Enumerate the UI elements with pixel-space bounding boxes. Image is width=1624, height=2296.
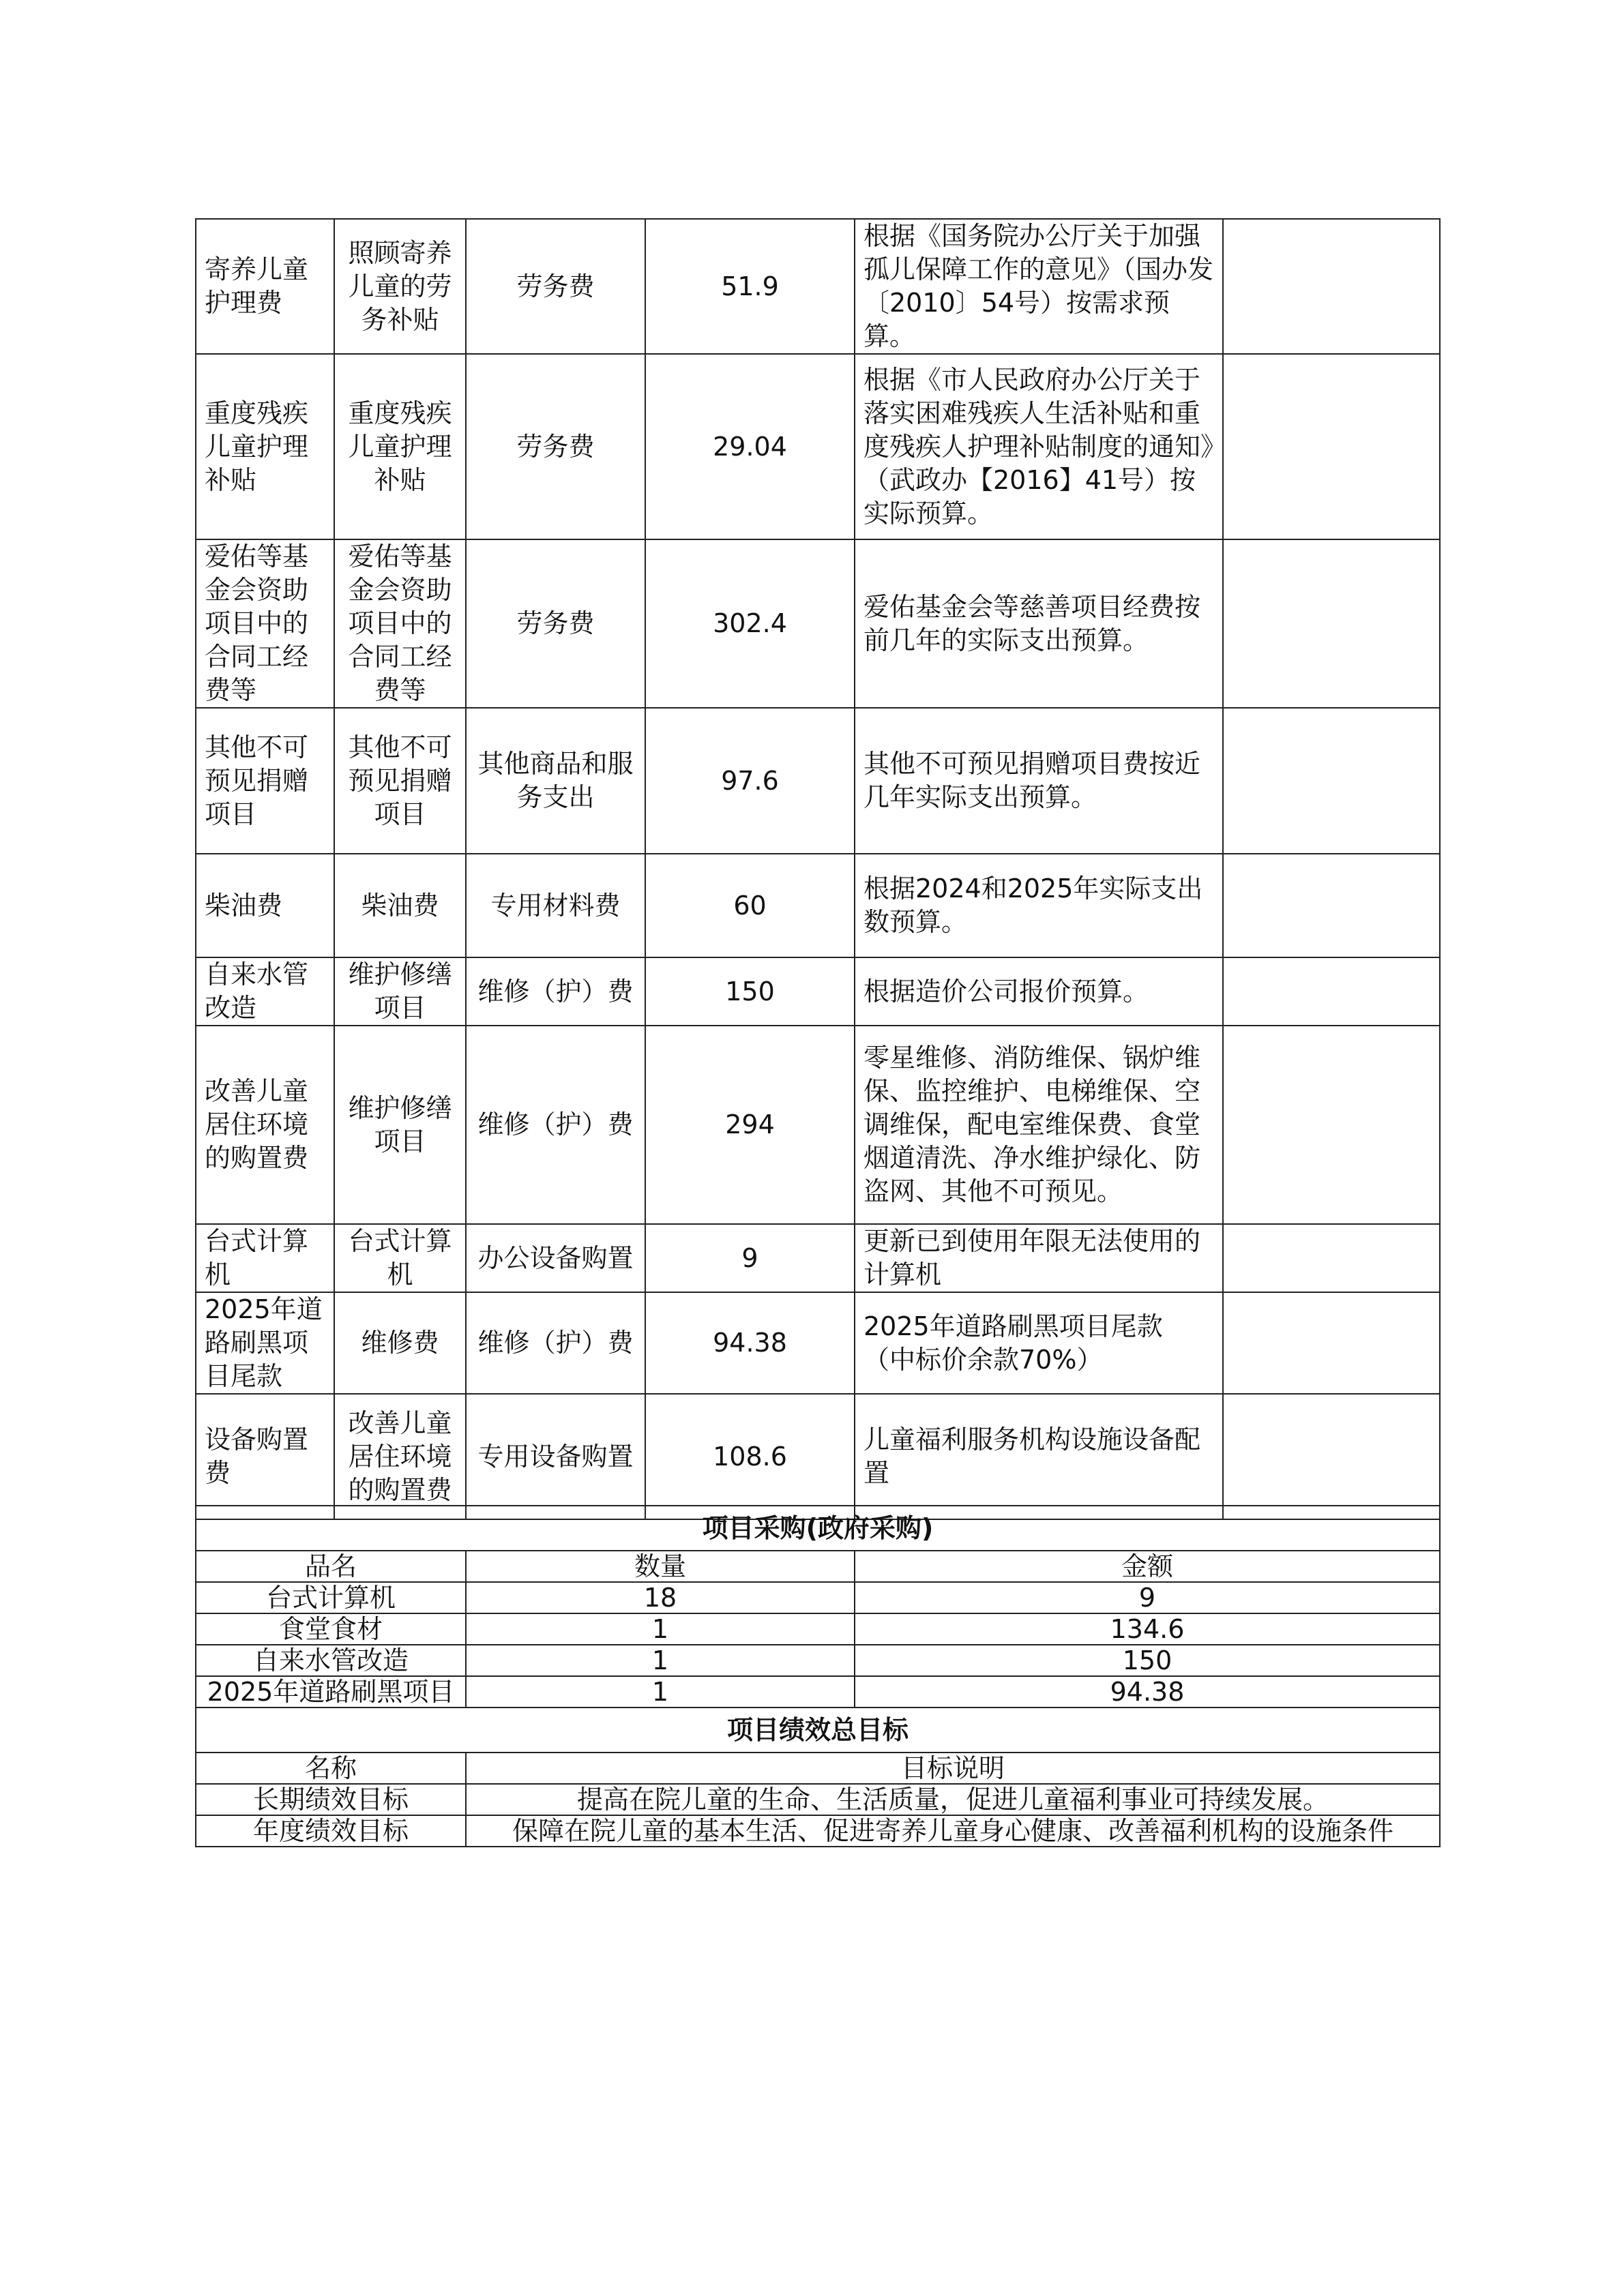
goal-name: 长期绩效目标 [196,1784,466,1815]
column-header: 数量 [466,1551,855,1582]
item-content-cell: 维修费 [334,1292,466,1394]
procurement-quantity: 1 [466,1645,855,1676]
basis-cell: 爱佑基金会等慈善项目经费按前几年的实际支出预算。 [855,539,1223,708]
table-row [196,1292,1440,1394]
item-name-cell: 改善儿童居住环境的购置费 [196,1026,334,1224]
item-name-cell: 爱佑等基金会资助项目中的合同工经费等 [196,539,334,708]
table-row [196,1645,1440,1676]
remark-cell [1223,708,1440,854]
procurement-and-goals-table [195,1505,1441,1847]
procurement-item-name: 食堂食材 [196,1613,466,1645]
item-name-cell: 2025年道路刷黑项目尾款 [196,1292,334,1394]
remark-cell [1223,539,1440,708]
item-content-cell: 维护修缮项目 [334,1026,466,1224]
procurement-item-name: 自来水管改造 [196,1645,466,1676]
table-row [196,1224,1440,1292]
budget-detail-table [195,218,1441,1520]
amount-cell: 150 [645,957,855,1026]
expense-type-cell: 维修（护）费 [466,1026,645,1224]
expense-type-cell: 专用设备购置 [466,1394,645,1519]
item-content-cell: 重度残疾儿童护理补贴 [334,354,466,539]
basis-cell: 根据2024和2025年实际支出数预算。 [855,854,1223,957]
remark-cell [1223,1394,1440,1519]
goal-name: 年度绩效目标 [196,1815,466,1847]
amount-cell: 9 [645,1224,855,1292]
table-row [196,1026,1440,1224]
table-row [196,1815,1440,1847]
item-name-cell: 设备购置费 [196,1394,334,1519]
table-row [196,1676,1440,1708]
procurement-amount: 9 [855,1582,1440,1613]
basis-cell: 零星维修、消防维保、锅炉维保、监控维护、电梯维保、空调维保，配电室维保费、食堂烟道清洗、净水维护绿化、防盗网、其他不可预见。 [855,1026,1223,1224]
amount-cell: 302.4 [645,539,855,708]
procurement-header-row [196,1551,1440,1582]
amount-cell: 60 [645,854,855,957]
procurement-amount: 150 [855,1645,1440,1676]
table-row [196,1394,1440,1519]
amount-cell: 29.04 [645,354,855,539]
goal-description: 保障在院儿童的基本生活、促进寄养儿童身心健康、改善福利机构的设施条件 [466,1815,1440,1847]
remark-cell [1223,1224,1440,1292]
amount-cell: 97.6 [645,708,855,854]
amount-cell: 294 [645,1026,855,1224]
goal-description: 提高在院儿童的生命、生活质量，促进儿童福利事业可持续发展。 [466,1784,1440,1815]
table-row [196,1784,1440,1815]
item-content-cell: 照顾寄养儿童的劳务补贴 [334,219,466,354]
basis-cell: 根据《国务院办公厅关于加强孤儿保障工作的意见》（国办发 〔2010〕54号）按需求预算。 [855,219,1223,354]
procurement-quantity: 1 [466,1676,855,1708]
remark-cell [1223,1026,1440,1224]
expense-type-cell: 维修（护）费 [466,957,645,1026]
column-header: 目标说明 [466,1753,1440,1784]
basis-cell: 更新已到使用年限无法使用的计算机 [855,1224,1223,1292]
item-name-cell: 寄养儿童护理费 [196,219,334,354]
basis-cell: 2025年道路刷黑项目尾款（中标价余款70%） [855,1292,1223,1394]
item-content-cell: 爱佑等基金会资助项目中的合同工经费等 [334,539,466,708]
table-row [196,854,1440,957]
item-content-cell: 其他不可预见捐赠项目 [334,708,466,854]
expense-type-cell: 办公设备购置 [466,1224,645,1292]
basis-cell: 根据《市人民政府办公厅关于落实困难残疾人生活补贴和重度残疾人护理补贴制度的通知》（武政办【2016】41号）按实际预算。 [855,354,1223,539]
item-name-cell: 重度残疾儿童护理补贴 [196,354,334,539]
procurement-title-row [196,1506,1440,1551]
procurement-title: 项目采购(政府采购) [196,1506,1440,1551]
expense-type-cell: 专用材料费 [466,854,645,957]
column-header: 金额 [855,1551,1440,1582]
item-name-cell: 其他不可预见捐赠项目 [196,708,334,854]
table-row [196,539,1440,708]
remark-cell [1223,957,1440,1026]
expense-type-cell: 劳务费 [466,539,645,708]
table-row [196,957,1440,1026]
table-row [196,1582,1440,1613]
expense-type-cell: 维修（护）费 [466,1292,645,1394]
item-name-cell: 自来水管改造 [196,957,334,1026]
goals-title-row [196,1708,1440,1753]
basis-cell: 根据造价公司报价预算。 [855,957,1223,1026]
table-row [196,1613,1440,1645]
amount-cell: 108.6 [645,1394,855,1519]
remark-cell [1223,854,1440,957]
item-content-cell: 台式计算机 [334,1224,466,1292]
goals-title: 项目绩效总目标 [196,1708,1440,1753]
item-content-cell: 改善儿童居住环境的购置费 [334,1394,466,1519]
basis-cell: 其他不可预见捐赠项目费按近几年实际支出预算。 [855,708,1223,854]
item-content-cell: 柴油费 [334,854,466,957]
column-header: 品名 [196,1551,466,1582]
item-content-cell: 维护修缮项目 [334,957,466,1026]
procurement-quantity: 18 [466,1582,855,1613]
procurement-item-name: 2025年道路刷黑项目 [196,1676,466,1708]
table-row [196,219,1440,354]
procurement-amount: 134.6 [855,1613,1440,1645]
table-row [196,708,1440,854]
procurement-amount: 94.38 [855,1676,1440,1708]
column-header: 名称 [196,1753,466,1784]
item-name-cell: 柴油费 [196,854,334,957]
amount-cell: 94.38 [645,1292,855,1394]
procurement-item-name: 台式计算机 [196,1582,466,1613]
basis-cell: 儿童福利服务机构设施设备配置 [855,1394,1223,1519]
expense-type-cell: 劳务费 [466,219,645,354]
expense-type-cell: 劳务费 [466,354,645,539]
remark-cell [1223,1292,1440,1394]
remark-cell [1223,219,1440,354]
goals-header-row [196,1753,1440,1784]
expense-type-cell: 其他商品和服务支出 [466,708,645,854]
item-name-cell: 台式计算机 [196,1224,334,1292]
remark-cell [1223,354,1440,539]
procurement-quantity: 1 [466,1613,855,1645]
amount-cell: 51.9 [645,219,855,354]
table-row [196,354,1440,539]
